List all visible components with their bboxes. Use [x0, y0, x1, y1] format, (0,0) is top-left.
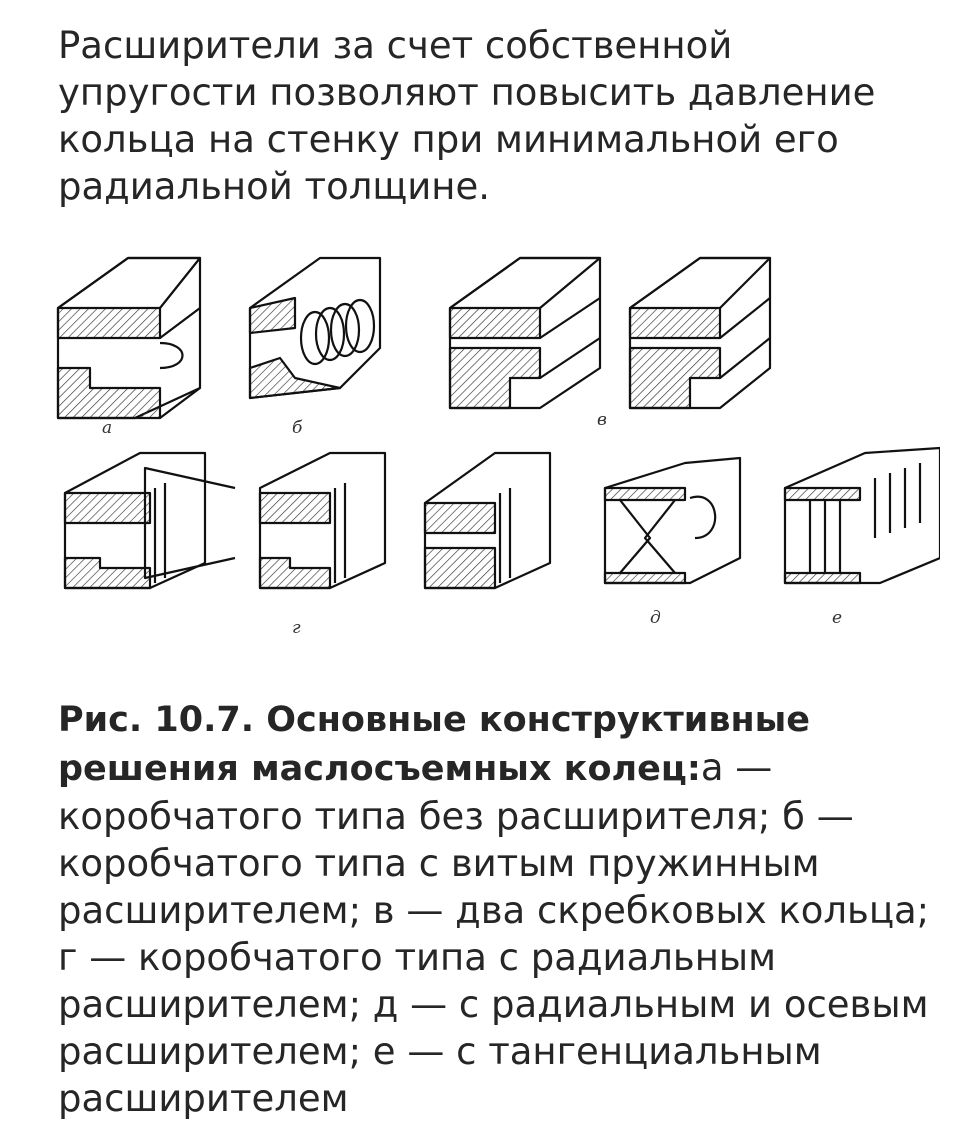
ring-d-drawing	[605, 458, 740, 583]
intro-paragraph: Расширители за счет собственной упругости позволяют повысить давление кольца на стенку при минимальной его радиальной толщине.	[58, 24, 876, 208]
label-b: б	[292, 418, 303, 438]
caption-title: Рис. 10.7. Основные конструктивные решения маслосъемных колец:	[58, 700, 811, 789]
label-d: д	[650, 608, 661, 628]
ring-e-drawing	[785, 448, 940, 583]
ring-a-drawing	[58, 258, 200, 418]
ring-g-drawing	[65, 453, 550, 588]
rings-diagram	[40, 238, 940, 638]
piston-rings-figure	[40, 238, 940, 638]
caption-body: а — коробчатого типа без расширителя; б — коробчатого типа с витым пружинным расширителем; в — два скребковых кольца; г — коробчатого типа с радиальным расширителем; д — с радиальным и осевым расширителем; е — с тангенциальным расширителем	[58, 746, 930, 1120]
figure-caption	[58, 695, 948, 1122]
label-v: в	[597, 410, 607, 430]
label-a: а	[102, 418, 113, 438]
label-e: е	[832, 608, 843, 628]
ring-b-drawing	[250, 258, 380, 398]
label-g: г	[292, 618, 301, 638]
ring-v2-drawing	[630, 258, 770, 408]
ring-v-drawing	[450, 258, 600, 408]
